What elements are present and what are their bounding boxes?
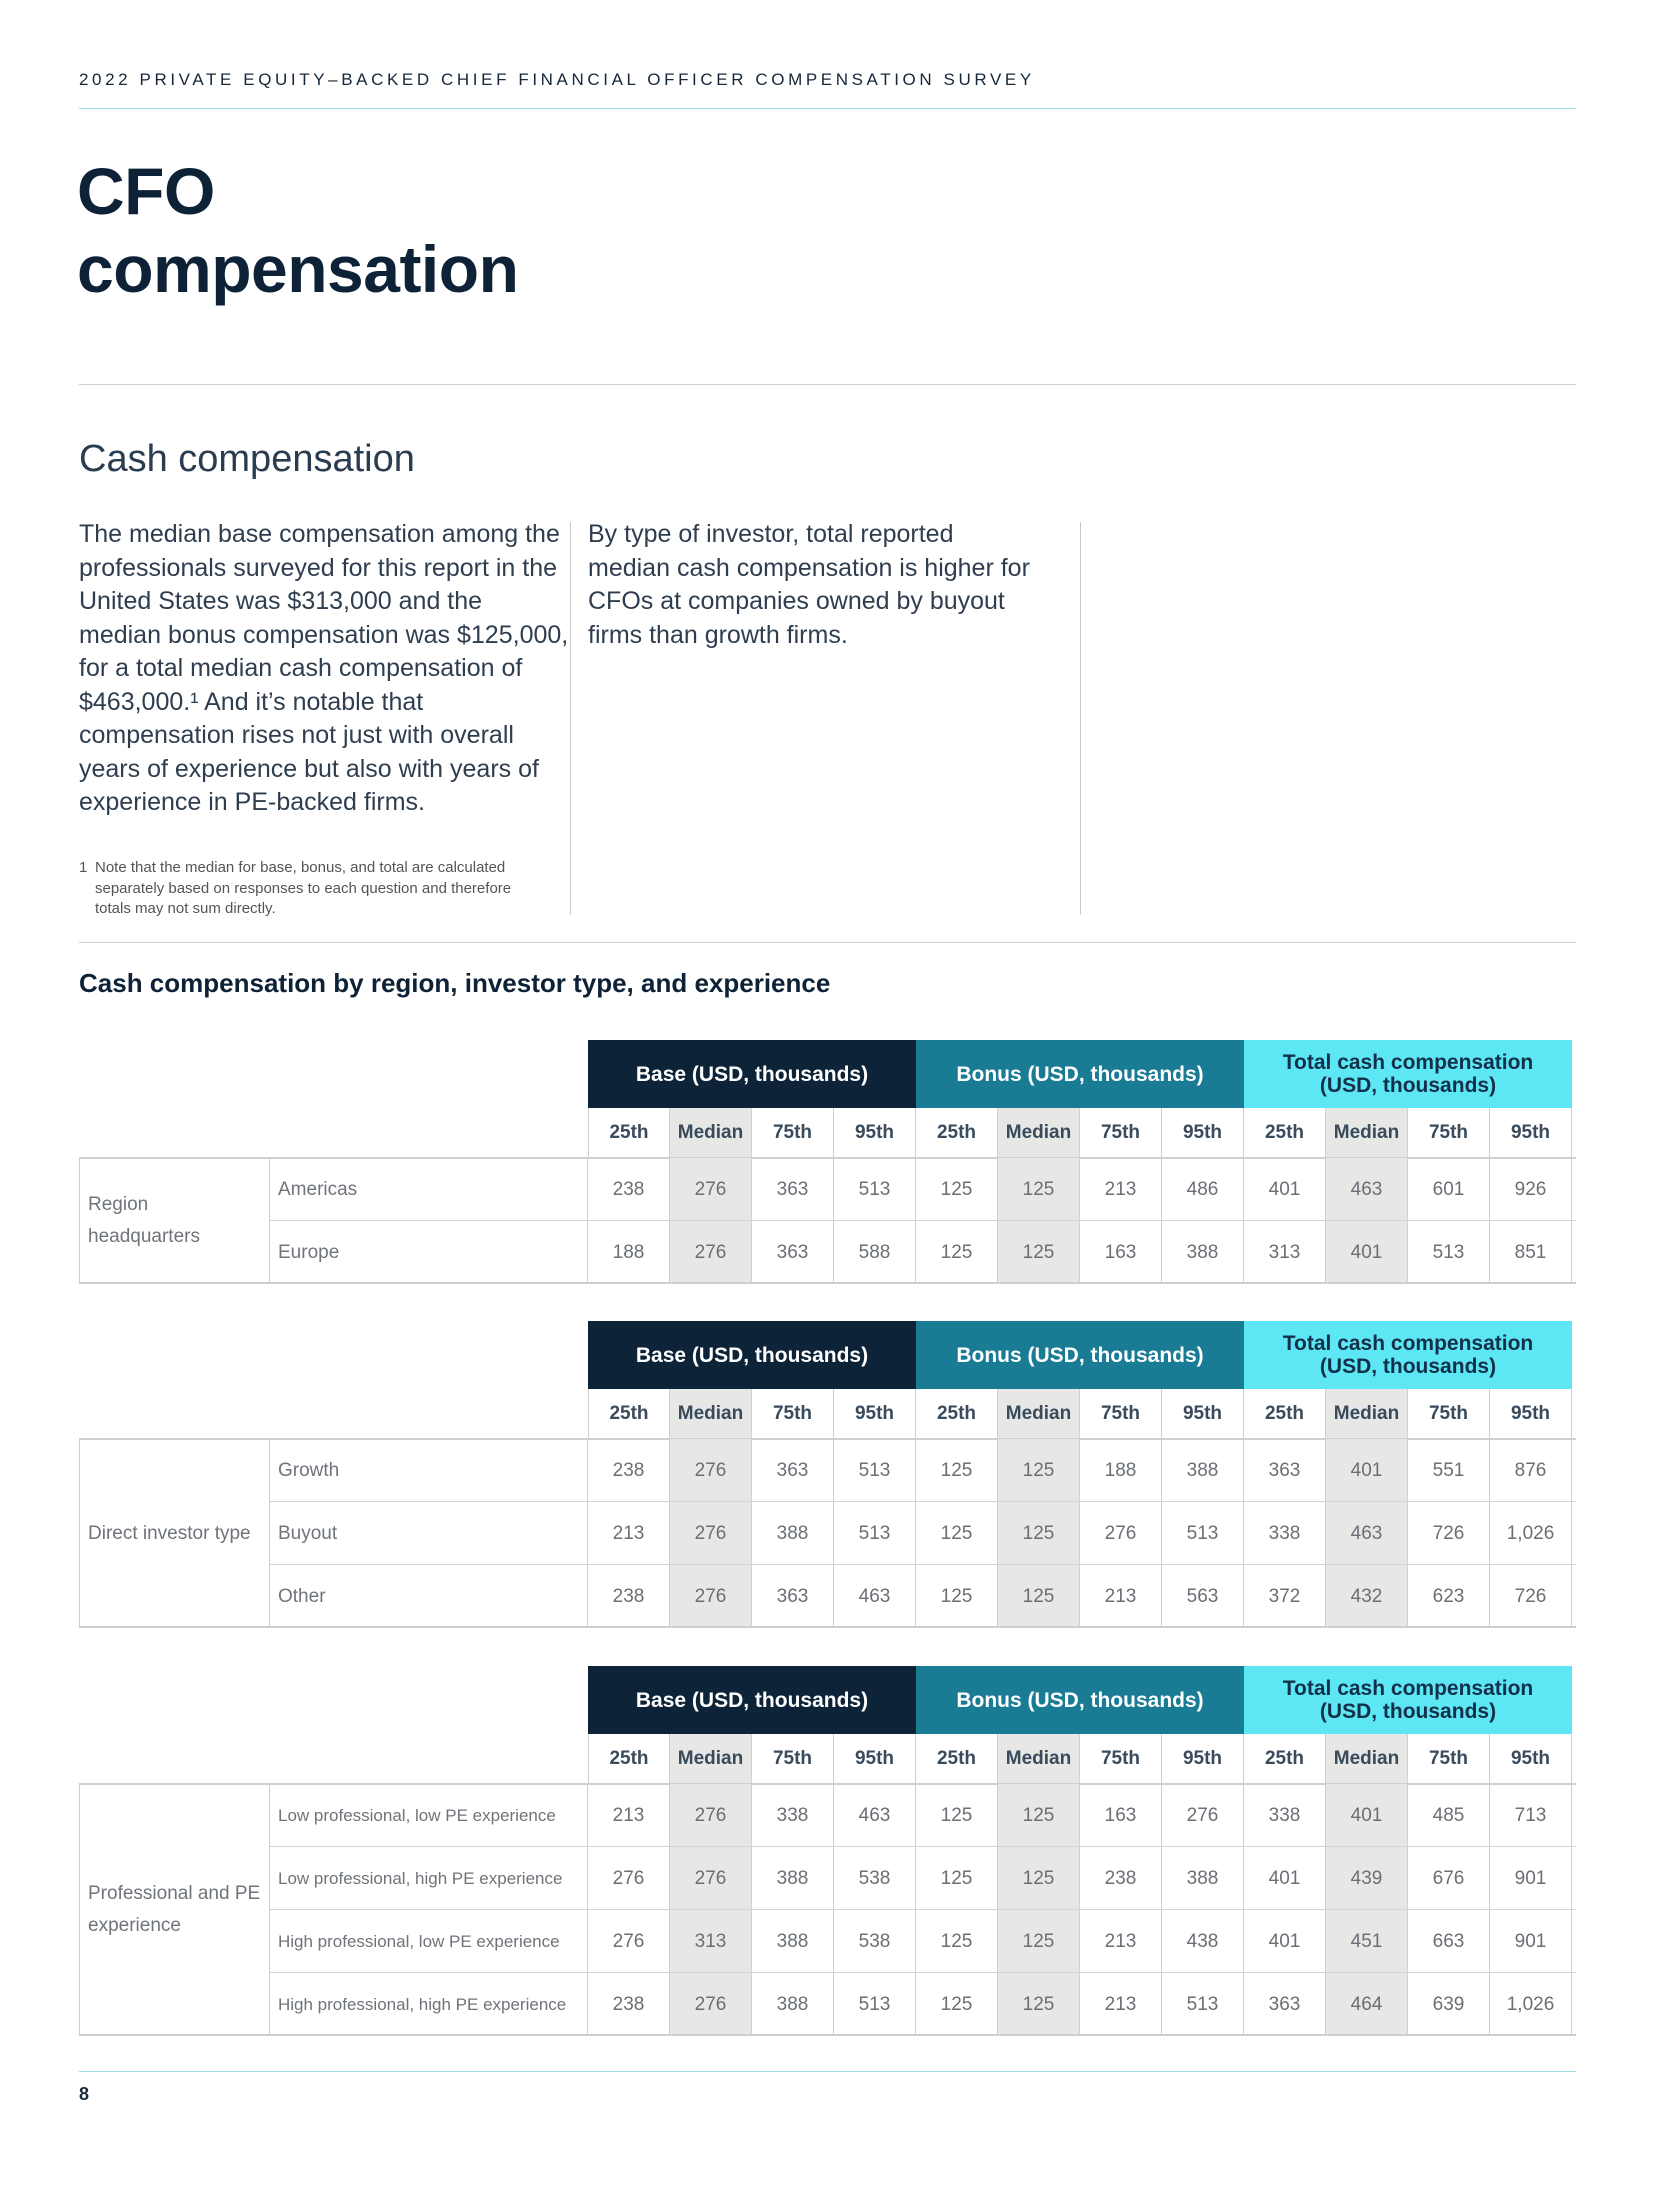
table-cell: 213 [1080, 1158, 1162, 1221]
table-cell: 401 [1244, 1158, 1326, 1221]
row-group-label-line-2: experience [88, 1915, 181, 1936]
row-rule [79, 1282, 1576, 1284]
percentile-header: 25th [916, 1108, 998, 1158]
row-label: High professional, high PE experience [270, 1973, 588, 2036]
table-cell: 601 [1408, 1158, 1490, 1221]
title-divider [79, 384, 1576, 385]
table-cell: 125 [916, 1565, 998, 1628]
percentile-header: Median [670, 1734, 752, 1784]
compensation-table [79, 1321, 1576, 1628]
table-cell: 513 [834, 1158, 916, 1221]
header-base: Base (USD, thousands) [588, 1040, 916, 1108]
table-cell: 639 [1408, 1973, 1490, 2036]
table-cell: 125 [998, 1910, 1080, 1973]
header-total-text [1283, 1332, 1534, 1378]
table-cell: 238 [588, 1973, 670, 2036]
percentile-header: Median [998, 1389, 1080, 1439]
table-cell: 363 [752, 1221, 834, 1284]
table-cell: 125 [916, 1847, 998, 1910]
table-cell: 463 [1326, 1502, 1408, 1565]
table-cell: 125 [998, 1784, 1080, 1847]
table-cell: 125 [998, 1565, 1080, 1628]
row-group-label-line-1: Region [88, 1194, 149, 1215]
table-cell: 276 [588, 1847, 670, 1910]
table-cell: 388 [752, 1910, 834, 1973]
header-base: Base (USD, thousands) [588, 1321, 916, 1389]
table-cell: 125 [916, 1784, 998, 1847]
percentile-header: 95th [1162, 1734, 1244, 1784]
table-cell: 125 [998, 1158, 1080, 1221]
row-group-label-text [88, 1878, 260, 1942]
table-cell: 238 [588, 1158, 670, 1221]
table-cell: 372 [1244, 1565, 1326, 1628]
table-cell: 276 [1080, 1502, 1162, 1565]
row-label: Low professional, high PE experience [270, 1847, 588, 1910]
table-cell: 125 [998, 1439, 1080, 1502]
compensation-table [79, 1666, 1576, 2036]
table-cell: 439 [1326, 1847, 1408, 1910]
page-title [77, 152, 518, 308]
table-cell: 851 [1490, 1221, 1572, 1284]
page-number: 8 [79, 2084, 90, 2104]
header-rule [79, 108, 1576, 109]
percentile-header: 95th [1490, 1389, 1572, 1439]
header-total [1244, 1321, 1572, 1389]
survey-title: 2022 PRIVATE EQUITY–BACKED CHIEF FINANCIAL OFFICER COMPENSATION SURVEY [79, 70, 1035, 89]
row-label: High professional, low PE experience [270, 1910, 588, 1973]
header-total [1244, 1666, 1572, 1734]
percentile-header: 75th [1080, 1389, 1162, 1439]
row-label: Low professional, low PE experience [270, 1784, 588, 1847]
table-title: Cash compensation by region, investor type, and experience [79, 968, 831, 998]
table-cell: 513 [834, 1973, 916, 2036]
table-cell: 623 [1408, 1565, 1490, 1628]
table-cell: 338 [1244, 1784, 1326, 1847]
row-rule [79, 1626, 1576, 1628]
running-header [79, 70, 1576, 90]
percentile-header: 75th [1408, 1734, 1490, 1784]
percentile-header: 25th [1244, 1734, 1326, 1784]
table-cell: 388 [752, 1502, 834, 1565]
section-title: Cash compensation [79, 438, 415, 480]
table-cell: 276 [670, 1158, 752, 1221]
row-rule [79, 2034, 1576, 2036]
percentile-header: 95th [1490, 1108, 1572, 1158]
percentile-header: Median [1326, 1389, 1408, 1439]
table-cell: 676 [1408, 1847, 1490, 1910]
table-cell: 551 [1408, 1439, 1490, 1502]
header-total-line-1: Total cash compensation [1282, 1051, 1534, 1074]
footnote [79, 858, 549, 920]
percentile-header: Median [670, 1389, 752, 1439]
percentile-header: 25th [588, 1734, 670, 1784]
table-cell: 463 [834, 1565, 916, 1628]
table-cell: 538 [834, 1910, 916, 1973]
table-cell: 213 [1080, 1910, 1162, 1973]
table-cell: 388 [1162, 1221, 1244, 1284]
percentile-header: 75th [1080, 1734, 1162, 1784]
footnote-text: Note that the median for base, bonus, and total are calculated separately based on responses to each question and therefore totals may not sum directly. [95, 859, 512, 917]
table-cell: 401 [1326, 1784, 1408, 1847]
header-total-line-2: (USD, thousands) [1319, 1355, 1497, 1378]
footnote-number: 1 [79, 859, 88, 876]
table-cell: 363 [1244, 1973, 1326, 2036]
table-cell: 188 [1080, 1439, 1162, 1502]
column-separator-1 [570, 522, 571, 915]
table-cell: 313 [1244, 1221, 1326, 1284]
table-cell: 513 [1162, 1973, 1244, 2036]
percentile-header: 95th [1490, 1734, 1572, 1784]
table-cell: 238 [588, 1565, 670, 1628]
table-cell: 213 [588, 1784, 670, 1847]
percentile-header: Median [1326, 1108, 1408, 1158]
table-cell: 125 [916, 1502, 998, 1565]
percentile-header: 25th [588, 1389, 670, 1439]
row-label: Americas [270, 1158, 588, 1221]
table-cell: 513 [1162, 1502, 1244, 1565]
page-title-line-2: compensation [77, 232, 519, 306]
table-cell: 363 [752, 1158, 834, 1221]
header-bonus: Bonus (USD, thousands) [916, 1321, 1244, 1389]
table-cell: 926 [1490, 1158, 1572, 1221]
table-cell: 513 [1408, 1221, 1490, 1284]
compensation-table [79, 1040, 1576, 1284]
row-group-label-line-1: Professional and PE [88, 1883, 261, 1904]
table-cell: 401 [1326, 1439, 1408, 1502]
percentile-header: 75th [1408, 1108, 1490, 1158]
table-cell: 464 [1326, 1973, 1408, 2036]
table-cell: 363 [752, 1439, 834, 1502]
table-cell: 463 [1326, 1158, 1408, 1221]
percentile-header: 75th [1080, 1108, 1162, 1158]
table-cell: 238 [1080, 1847, 1162, 1910]
table-cell: 276 [670, 1973, 752, 2036]
column-separator-2 [1080, 522, 1081, 915]
percentile-header: Median [670, 1108, 752, 1158]
header-total-text [1283, 1677, 1534, 1723]
table-cell: 401 [1244, 1910, 1326, 1973]
paragraph-left: The median base compensation among the professionals surveyed for this report in the United States was $313,000 and the median bonus compensation was $125,000, for a total median cash compensation of $463,000.¹ And it’s notable that compensation rises not just with overall years of experience but also with years of experience in PE-backed firms. [79, 520, 569, 816]
table-cell: 276 [1162, 1784, 1244, 1847]
table-cell: 276 [670, 1784, 752, 1847]
table-cell: 276 [670, 1502, 752, 1565]
table-cell: 451 [1326, 1910, 1408, 1973]
percentile-header: 25th [1244, 1108, 1326, 1158]
header-base: Base (USD, thousands) [588, 1666, 916, 1734]
table-cell: 513 [834, 1439, 916, 1502]
table-divider [79, 942, 1576, 943]
percentile-header: 75th [1408, 1389, 1490, 1439]
percentile-header: 95th [834, 1734, 916, 1784]
table-cell: 388 [1162, 1847, 1244, 1910]
table-cell: 388 [752, 1847, 834, 1910]
table-cell: 513 [834, 1502, 916, 1565]
percentile-header: 75th [752, 1734, 834, 1784]
table-cell: 276 [670, 1565, 752, 1628]
header-total-line-2: (USD, thousands) [1319, 1700, 1497, 1723]
percentile-header: 25th [916, 1389, 998, 1439]
table-cell: 125 [998, 1221, 1080, 1284]
table-cell: 238 [588, 1439, 670, 1502]
table-cell: 363 [752, 1565, 834, 1628]
table-cell: 1,026 [1490, 1973, 1572, 2036]
percentile-header: 75th [752, 1108, 834, 1158]
table-cell: 213 [1080, 1973, 1162, 2036]
row-group-label-text [88, 1189, 200, 1253]
row-label: Buyout [270, 1502, 588, 1565]
percentile-header: Median [1326, 1734, 1408, 1784]
table-cell: 388 [1162, 1439, 1244, 1502]
percentile-header: 75th [752, 1389, 834, 1439]
row-group-label-text [88, 1518, 251, 1550]
table-cell: 401 [1326, 1221, 1408, 1284]
header-total-text [1283, 1051, 1534, 1097]
percentile-header: Median [998, 1108, 1080, 1158]
table-cell: 276 [670, 1847, 752, 1910]
percentile-header: 95th [1162, 1389, 1244, 1439]
table-cell: 163 [1080, 1221, 1162, 1284]
row-label: Growth [270, 1439, 588, 1502]
table-cell: 125 [998, 1973, 1080, 2036]
table-cell: 213 [1080, 1565, 1162, 1628]
table-cell: 438 [1162, 1910, 1244, 1973]
table-cell: 163 [1080, 1784, 1162, 1847]
table-cell: 876 [1490, 1439, 1572, 1502]
table-cell: 276 [588, 1910, 670, 1973]
percentile-header: Median [998, 1734, 1080, 1784]
table-cell: 726 [1490, 1565, 1572, 1628]
table-cell: 125 [916, 1158, 998, 1221]
table-cell: 588 [834, 1221, 916, 1284]
table-cell: 213 [588, 1502, 670, 1565]
table-cell: 563 [1162, 1565, 1244, 1628]
table-cell: 276 [670, 1221, 752, 1284]
row-label: Other [270, 1565, 588, 1628]
table-cell: 125 [916, 1439, 998, 1502]
percentile-header: 95th [834, 1108, 916, 1158]
row-group-label-line-2: headquarters [88, 1226, 200, 1247]
table-cell: 463 [834, 1784, 916, 1847]
table-cell: 388 [752, 1973, 834, 2036]
table-cell: 432 [1326, 1565, 1408, 1628]
table-cell: 485 [1408, 1784, 1490, 1847]
table-cell: 125 [916, 1221, 998, 1284]
table-cell: 125 [998, 1847, 1080, 1910]
row-label: Europe [270, 1221, 588, 1284]
table-cell: 125 [998, 1502, 1080, 1565]
percentile-header: 95th [834, 1389, 916, 1439]
table-cell: 901 [1490, 1847, 1572, 1910]
percentile-header: 25th [588, 1108, 670, 1158]
header-total-line-1: Total cash compensation [1282, 1332, 1534, 1355]
table-cell: 276 [670, 1439, 752, 1502]
row-group-label [79, 1158, 270, 1284]
percentile-header: 25th [916, 1734, 998, 1784]
percentile-header: 25th [1244, 1389, 1326, 1439]
page-title-line-1: CFO [77, 154, 215, 228]
header-bonus: Bonus (USD, thousands) [916, 1040, 1244, 1108]
row-group-label-line-1: Direct investor type [88, 1522, 251, 1544]
header-total [1244, 1040, 1572, 1108]
paragraph-right: By type of investor, total reported median cash compensation is higher for CFOs at companies owned by buyout firms than growth firms. [588, 520, 1030, 649]
table-cell: 338 [1244, 1502, 1326, 1565]
table-cell: 188 [588, 1221, 670, 1284]
table-cell: 486 [1162, 1158, 1244, 1221]
footer-rule [79, 2071, 1576, 2072]
header-total-line-1: Total cash compensation [1282, 1677, 1534, 1700]
row-group-label [79, 1784, 270, 2036]
table-cell: 401 [1244, 1847, 1326, 1910]
table-cell: 538 [834, 1847, 916, 1910]
header-total-line-2: (USD, thousands) [1319, 1074, 1497, 1097]
table-cell: 663 [1408, 1910, 1490, 1973]
table-cell: 125 [916, 1910, 998, 1973]
table-cell: 726 [1408, 1502, 1490, 1565]
table-cell: 313 [670, 1910, 752, 1973]
table-cell: 338 [752, 1784, 834, 1847]
table-cell: 363 [1244, 1439, 1326, 1502]
table-cell: 125 [916, 1973, 998, 2036]
table-cell: 713 [1490, 1784, 1572, 1847]
table-cell: 901 [1490, 1910, 1572, 1973]
header-bonus: Bonus (USD, thousands) [916, 1666, 1244, 1734]
percentile-header: 95th [1162, 1108, 1244, 1158]
table-cell: 1,026 [1490, 1502, 1572, 1565]
row-group-label [79, 1439, 270, 1628]
